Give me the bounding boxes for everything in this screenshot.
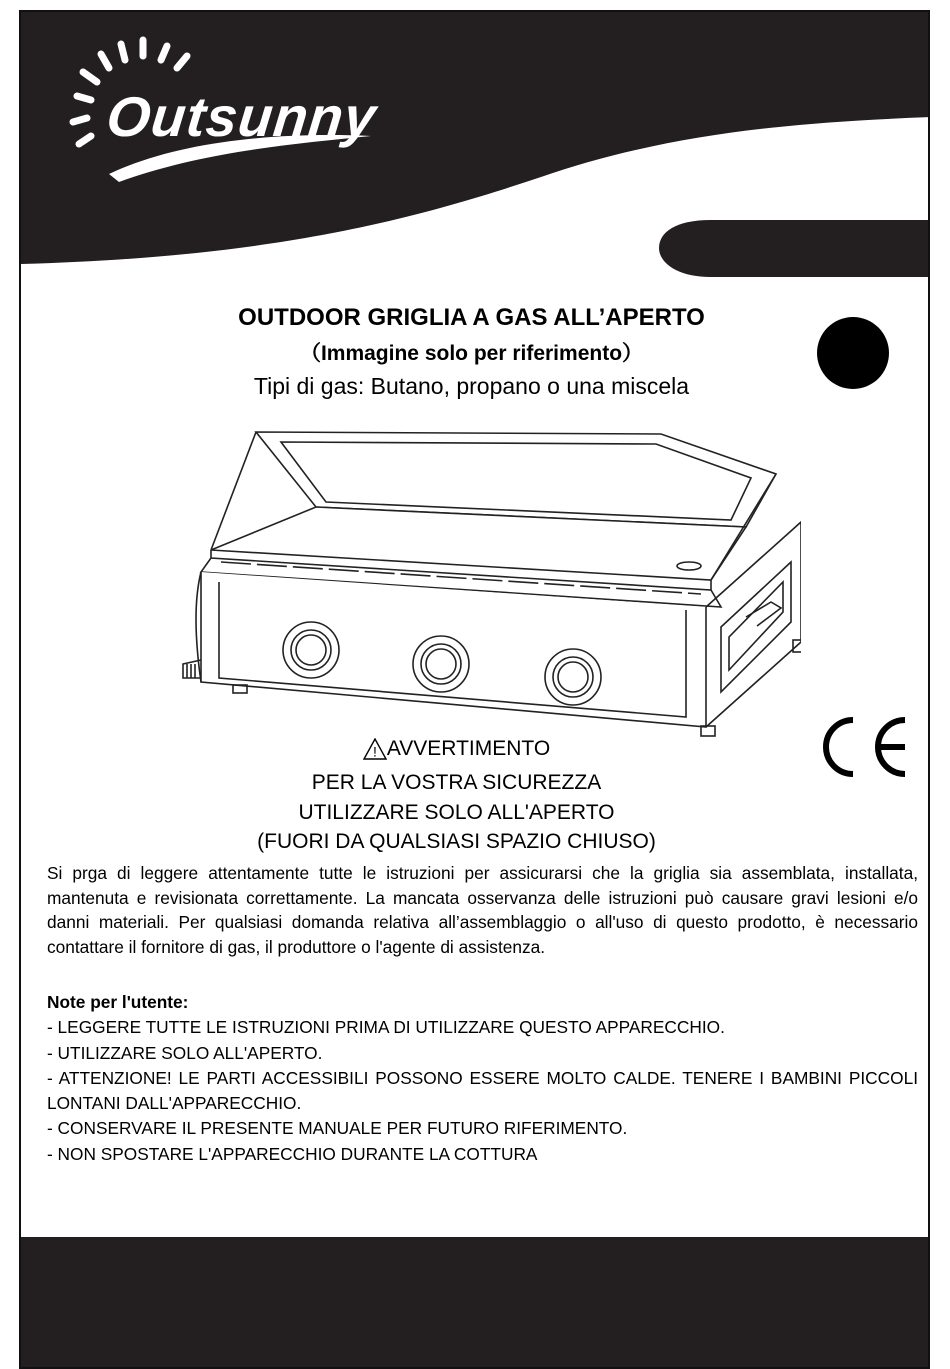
notes-heading: Note per l'utente: [47, 992, 189, 1012]
page-frame [19, 10, 930, 1369]
warning-line: PER LA VOSTRA SICUREZZA [311, 771, 602, 795]
warning-triangle-icon [363, 738, 387, 760]
note-item: - LEGGERE TUTTE LE ISTRUZIONI PRIMA DI UTILIZZARE QUESTO APPARECCHIO. [47, 1017, 725, 1038]
note-item: - ATTENZIONE! LE PARTI ACCESSIBILI POSSONO ESSERE MOLTO CALDE. TENERE I BAMBINI PICCOLI LONTANI DALL'APPARECCHIO. [47, 1067, 918, 1114]
black-circle-badge [817, 317, 889, 389]
intro-paragraph: Si prga di leggere attentamente tutte le istruzioni per assicurarsi che la griglia sia assemblata, installata, mantenuta e revisionata correttamente. La mancata osservanza delle istruzioni può causare gravi lesioni e/o danni materiali. Per qualsiasi domanda relativa all’assemblaggio o all'uso di questo prodotto, è necessario contattare il fornitore di gas, il produttore o l'agente di assistenza. [47, 863, 918, 957]
warning-block [21, 734, 930, 857]
svg-text:!: ! [372, 743, 377, 760]
gas-types: Tipi di gas: Butano, propano o una miscela [253, 373, 690, 399]
warning-heading: AVVERTIMENTO [386, 737, 551, 760]
header-banner [21, 12, 930, 292]
warning-line: (FUORI DA QUALSIASI SPAZIO CHIUSO) [257, 830, 656, 854]
page-subtitle: （Immagine solo per riferimento） [299, 342, 644, 365]
warning-line: UTILIZZARE SOLO ALL'APERTO [298, 800, 615, 824]
user-notes [47, 990, 918, 1167]
grill-illustration [161, 412, 801, 742]
note-item: - CONSERVARE IL PRESENTE MANUALE PER FUTURO RIFERIMENTO. [47, 1118, 628, 1139]
title-block [21, 304, 930, 400]
header-tab [659, 220, 930, 277]
brand-logo: Outsunny [103, 85, 380, 148]
footer-band [21, 1237, 930, 1367]
note-item: - NON SPOSTARE L'APPARECCHIO DURANTE LA COTTURA [47, 1143, 538, 1164]
note-item: - UTILIZZARE SOLO ALL'APERTO. [47, 1042, 323, 1063]
page-title: OUTDOOR GRIGLIA A GAS ALL’APERTO [238, 304, 705, 331]
